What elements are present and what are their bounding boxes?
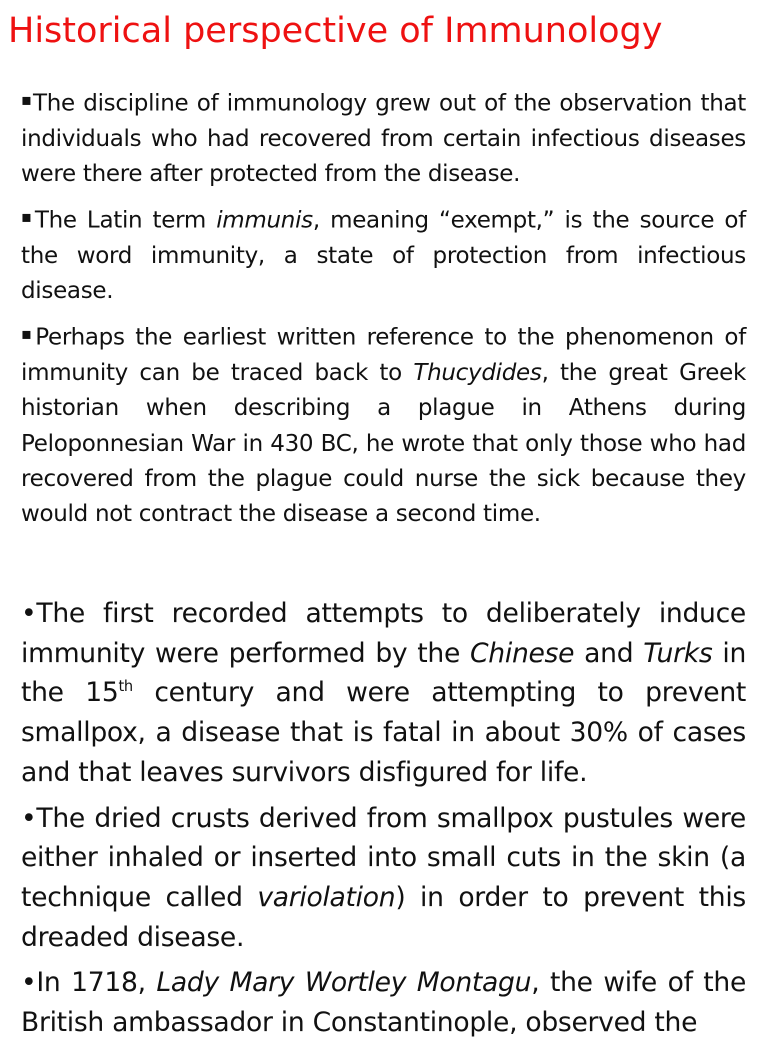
bullet-paragraph-latin-term xyxy=(21,199,746,310)
paragraph-text: The Latin term xyxy=(34,207,217,234)
square-bullet-icon: ▪ xyxy=(21,207,35,227)
italic-term: immunis xyxy=(216,207,313,234)
paragraph-text: In 1718, xyxy=(36,967,157,999)
paragraph-text: The dried crusts derived from smallpox pustules were either inhaled or inserted into small cuts in the skin (a technique called xyxy=(21,802,746,913)
round-bullet-icon: • xyxy=(21,802,37,834)
history-bullet-list xyxy=(21,594,746,1049)
square-bullet-icon: ▪ xyxy=(21,324,36,344)
paragraph-text: ) in order to prevent this dreaded disease. xyxy=(21,881,746,953)
paragraph-text: , the wife of the British ambassador in Constantinople, observed the xyxy=(21,967,746,1039)
round-bullet-icon: • xyxy=(21,967,37,999)
paragraph-text: and xyxy=(574,637,644,669)
paragraph-text: The first recorded attempts to deliberately induce immunity were performed by the xyxy=(21,598,746,669)
bullet-paragraph-thucydides xyxy=(21,316,746,532)
italic-term: Chinese xyxy=(470,637,575,669)
bullet-paragraph-observation xyxy=(21,82,746,193)
paragraph-text: The discipline of immunology grew out of the observation that individuals who had recovered from certain infectious diseases were there after protected from the disease. xyxy=(21,90,746,188)
paragraph-text: , meaning “exempt,” is the source of the word immunity, a state of protection from infectious disease. xyxy=(21,207,746,305)
intro-bullet-list xyxy=(21,82,746,539)
square-bullet-icon: ▪ xyxy=(21,90,33,109)
bullet-paragraph-montagu xyxy=(21,963,746,1042)
italic-term: variolation xyxy=(257,881,396,913)
bullet-paragraph-variolation xyxy=(21,799,746,958)
italic-term: Thucydides xyxy=(413,359,542,386)
paragraph-text: century and were attempting to prevent smallpox, a disease that is fatal in about 30% of cases and that leaves survivors disfigured for life. xyxy=(21,677,747,788)
superscript-ordinal: th xyxy=(118,678,133,696)
paragraph-text: Perhaps the earliest written reference to the phenomenon of immunity can be traced back to xyxy=(21,324,746,386)
round-bullet-icon: • xyxy=(21,598,37,629)
paragraph-text: in the 15 xyxy=(21,637,747,709)
slide-title: Historical perspective of Immunology xyxy=(8,11,663,51)
paragraph-text: , the great Greek historian when describing a plague in Athens during Peloponnesian War in 430 BC, he wrote that only those who had recovered from the plague could nurse the sick because they would not contract the disease a second time. xyxy=(21,359,746,528)
bullet-paragraph-first-attempts xyxy=(21,594,746,793)
italic-term: Lady Mary Wortley Montagu xyxy=(156,967,532,999)
italic-term: Turks xyxy=(643,637,713,669)
